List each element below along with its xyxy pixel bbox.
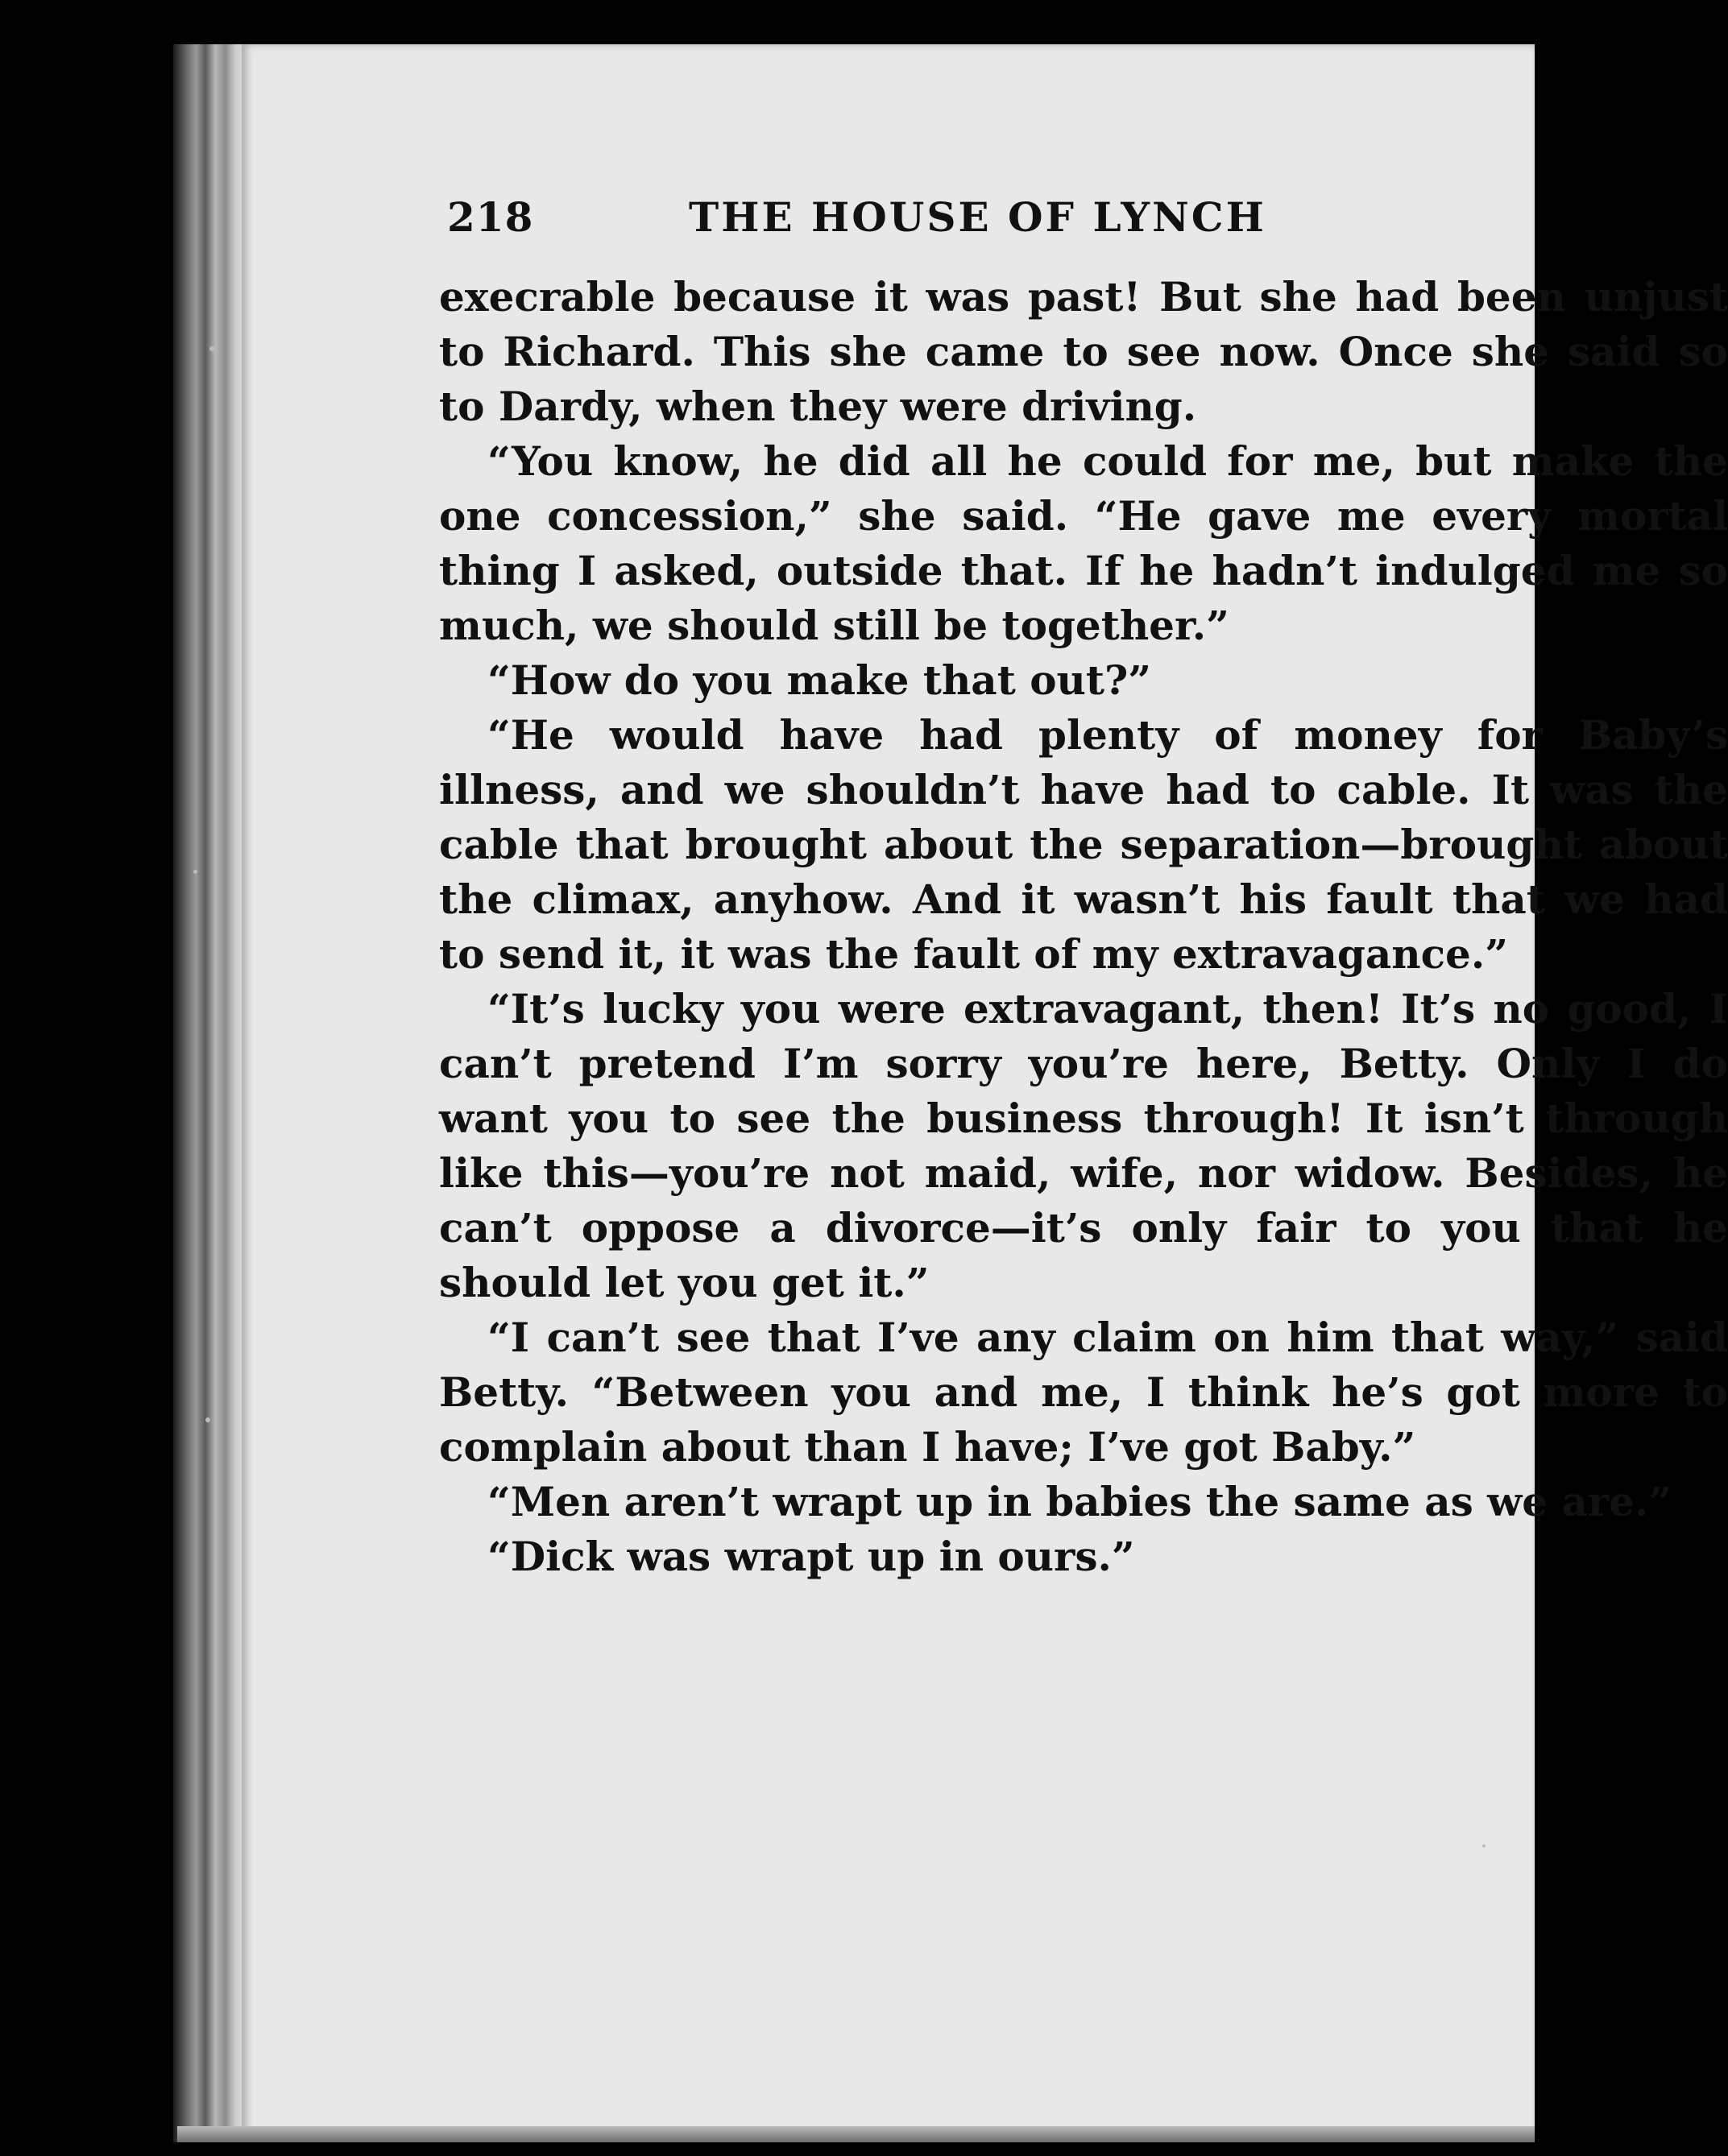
paragraph: “I can’t see that I’ve any claim on him that way,” said Betty. “Between you and me, I think he’s got more to complain about than I have; I’ve got Baby.” — [439, 1314, 1728, 1471]
dust-speck — [1482, 1844, 1486, 1848]
book-page-edges — [173, 44, 250, 2142]
dust-speck — [193, 870, 197, 874]
paragraph: execrable because it was past! But she had been unjust to Richard. This she came to see now. Once she said so to Dardy, when they were driving. — [439, 273, 1728, 430]
dust-speck — [209, 346, 214, 351]
body-text — [439, 270, 1728, 1584]
paragraph: “How do you make that out?” — [487, 656, 1152, 704]
paragraph: “Men aren’t wrapt up in babies the same as we are.” — [487, 1478, 1672, 1525]
paragraph: “It’s lucky you were extravagant, then! It’s no good, I can’t pretend I’m sorry you’re here, Betty. Only I do want you to see the business through! It isn’t through like this—you’re not maid, wife, nor widow. Besides, he can’t oppose a divorce—it’s only fair to you that he should let you get it.” — [439, 985, 1728, 1306]
book-page — [242, 44, 1728, 2142]
paragraph: “Dick was wrapt up in ours.” — [487, 1533, 1135, 1580]
dust-speck — [205, 1417, 210, 1422]
paragraph: “You know, he did all he could for me, but make the one concession,” she said. “He gave me every mortal thing I asked, outside that. If he hadn’t indulged me so much, we should still be together.” — [439, 437, 1728, 649]
page-number: 218 — [447, 193, 534, 241]
page-bottom-edge — [177, 2126, 1535, 2142]
running-head: THE HOUSE OF LYNCH — [689, 193, 1266, 241]
paragraph: “He would have had plenty of money for Baby’s illness, and we shouldn’t have had to cable. It was the cable that brought about the separation—brought about the climax, anyhow. And it wasn’t his fault that we had to send it, it was the fault of my extravagance.” — [439, 711, 1728, 978]
